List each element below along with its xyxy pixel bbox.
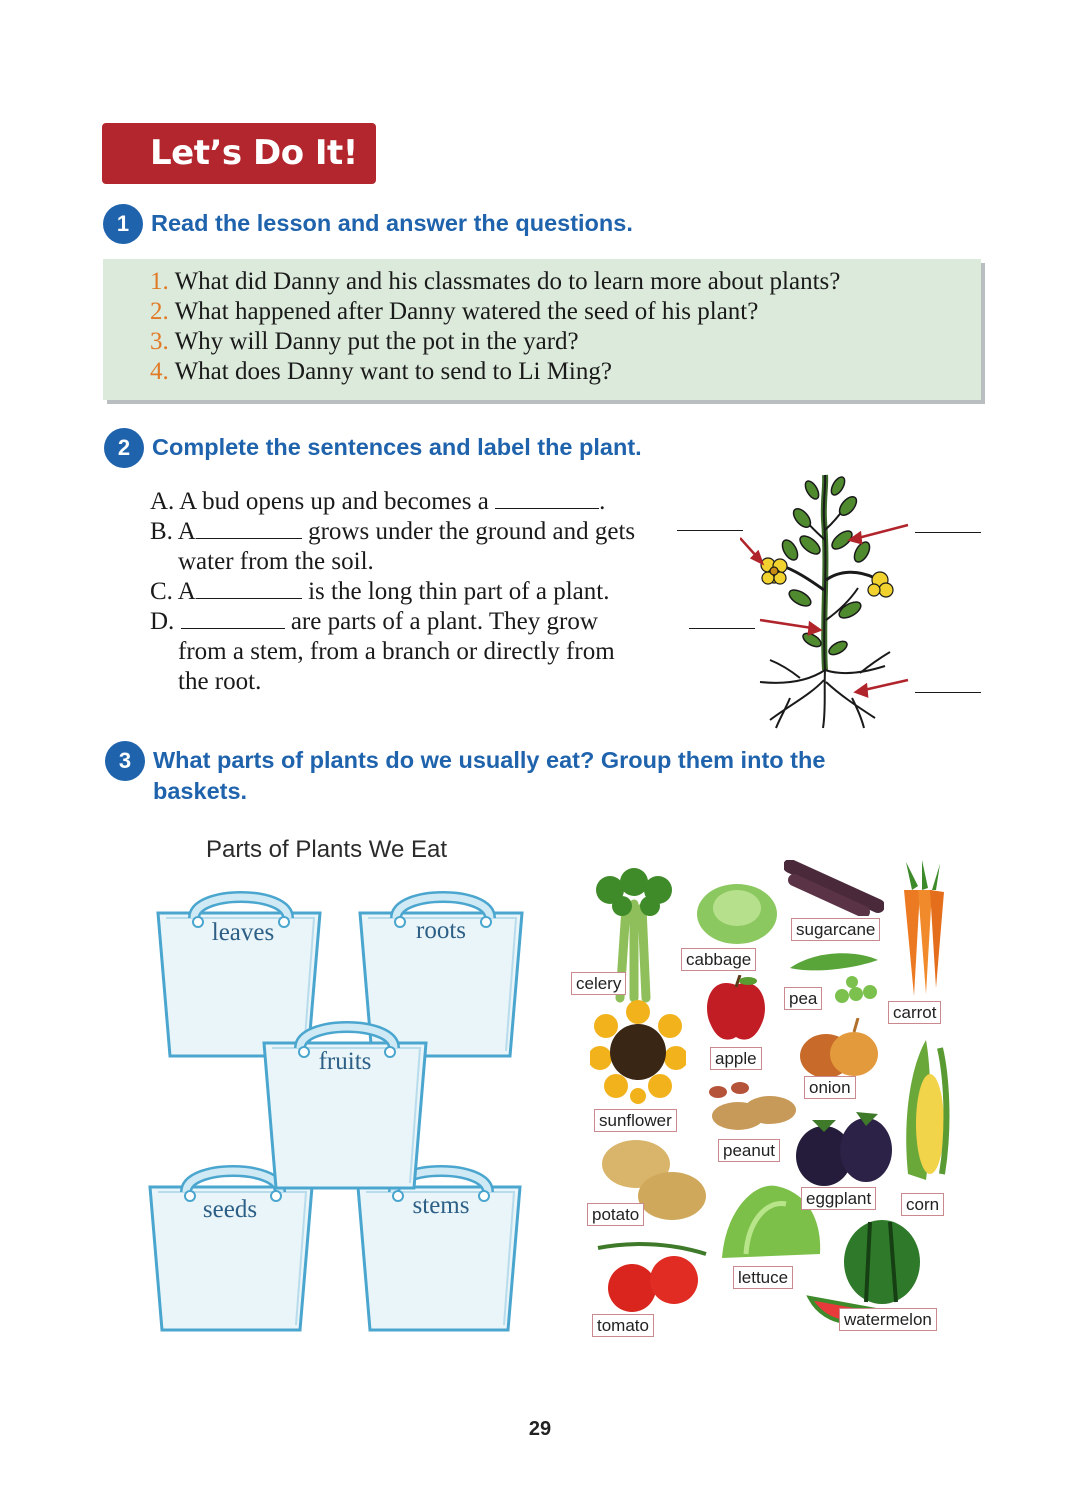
section-1-title: Read the lesson and answer the questions. xyxy=(151,210,633,236)
carrot-icon xyxy=(892,860,950,1000)
corn-icon xyxy=(902,1034,952,1184)
sentence-d-cont-2: the root. xyxy=(178,668,262,695)
section-1-number: 1 xyxy=(103,204,143,244)
eggplant-icon xyxy=(790,1104,896,1188)
section-2-number: 2 xyxy=(104,428,144,468)
answer-blank[interactable] xyxy=(196,578,302,599)
question-text: What does Danny want to send to Li Ming? xyxy=(174,358,612,385)
question-text: What happened after Danny watered the seed of his plant? xyxy=(174,298,759,325)
lets-do-it-banner: Let’s Do It! xyxy=(102,123,376,184)
question-number: 1. xyxy=(150,268,169,295)
food-label-apple: apple xyxy=(710,1047,762,1070)
section-3-title-line-2: baskets. xyxy=(153,778,248,804)
apple-icon xyxy=(700,975,772,1045)
sentence-c xyxy=(150,578,609,606)
food-label-carrot: carrot xyxy=(888,1001,941,1024)
tomato-icon xyxy=(588,1238,716,1314)
section-3-number: 3 xyxy=(105,741,145,781)
question-text: Why will Danny put the pot in the yard? xyxy=(174,328,579,355)
question-3 xyxy=(150,328,579,356)
question-2 xyxy=(150,298,758,326)
basket-fruits[interactable] xyxy=(254,1018,436,1198)
basket-label-seeds: seeds xyxy=(202,1196,258,1223)
answer-blank[interactable] xyxy=(196,518,302,539)
sentence-a xyxy=(150,488,605,516)
section-3-title-line-1: What parts of plants do we usually eat? Group them into the xyxy=(153,747,826,773)
sentence-b xyxy=(150,518,635,546)
food-label-potato: potato xyxy=(587,1203,644,1226)
food-label-watermelon: watermelon xyxy=(839,1308,937,1331)
question-text: What did Danny and his classmates do to learn more about plants? xyxy=(174,268,841,295)
food-label-tomato: tomato xyxy=(592,1314,654,1337)
plant-diagram xyxy=(740,470,910,732)
sunflower-icon xyxy=(590,1000,686,1104)
baskets-subtitle: Parts of Plants We Eat xyxy=(206,836,447,863)
question-number: 4. xyxy=(150,358,169,385)
food-label-celery: celery xyxy=(571,972,626,995)
answer-blank[interactable] xyxy=(181,608,285,629)
basket-label-roots: roots xyxy=(416,917,466,944)
basket-label-stems: stems xyxy=(412,1192,470,1219)
sentence-text: . xyxy=(599,488,606,515)
food-label-eggplant: eggplant xyxy=(801,1187,876,1210)
onion-icon xyxy=(796,1018,880,1080)
sentence-text: C. A xyxy=(150,578,196,605)
cabbage-icon xyxy=(694,878,780,946)
sentence-text: D. xyxy=(150,608,175,635)
food-label-sugarcane: sugarcane xyxy=(791,918,880,941)
basket-label-fruits: fruits xyxy=(318,1048,372,1075)
basket-label-leaves: leaves xyxy=(211,919,275,946)
sugarcane-icon xyxy=(784,860,884,916)
food-label-pea: pea xyxy=(784,987,822,1010)
sentence-text: is the long thin part of a plant. xyxy=(308,578,610,605)
question-4 xyxy=(150,358,612,386)
sentence-text: are parts of a plant. They grow xyxy=(290,608,598,635)
plant-label-blank-flower[interactable] xyxy=(677,530,743,531)
sentence-text: A. A bud opens up and becomes a xyxy=(150,488,489,515)
sentence-text: grows under the ground and gets xyxy=(308,518,636,545)
plant-label-blank-leaf[interactable] xyxy=(915,532,981,533)
question-1 xyxy=(150,268,840,296)
plant-label-blank-root[interactable] xyxy=(915,692,981,693)
sentence-b-cont: water from the soil. xyxy=(178,548,374,575)
food-label-cabbage: cabbage xyxy=(681,948,756,971)
peanut-icon xyxy=(704,1080,800,1138)
sentence-d-cont-1: from a stem, from a branch or directly from xyxy=(178,638,615,665)
food-label-corn: corn xyxy=(901,1193,944,1216)
page-number: 29 xyxy=(528,1418,552,1440)
sentence-d xyxy=(150,608,598,636)
question-number: 3. xyxy=(150,328,169,355)
answer-blank[interactable] xyxy=(495,488,599,509)
question-number: 2. xyxy=(150,298,169,325)
food-label-sunflower: sunflower xyxy=(594,1109,677,1132)
section-2-title: Complete the sentences and label the plant. xyxy=(152,434,642,460)
sentence-text: B. A xyxy=(150,518,196,545)
food-label-onion: onion xyxy=(804,1076,856,1099)
food-label-peanut: peanut xyxy=(718,1139,780,1162)
food-label-lettuce: lettuce xyxy=(733,1266,793,1289)
